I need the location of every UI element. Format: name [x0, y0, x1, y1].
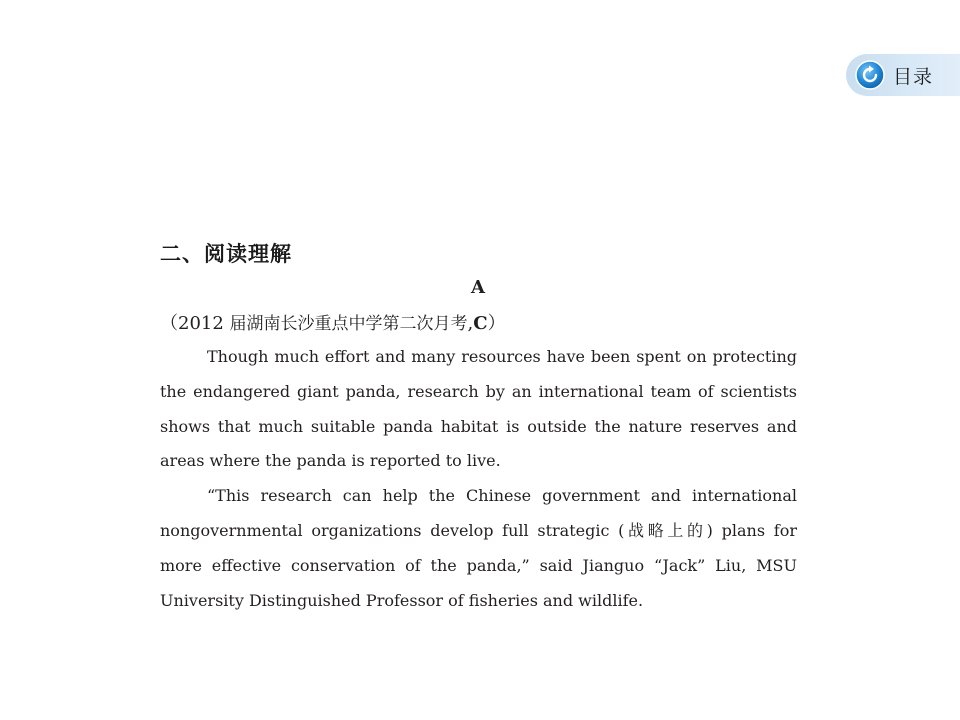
passage-label: A: [471, 277, 485, 298]
refresh-icon: [855, 60, 885, 90]
source-separator: ,: [467, 313, 474, 334]
paragraph-1: Though much effort and many resources have been spent on protecting the endangered giant panda, research by an international team of scientists shows that much suitable panda habitat is outside the nature reserves and areas where the panda is reported to live.: [160, 347, 797, 471]
source-text: 届湖南长沙重点中学第二次月考: [229, 314, 468, 334]
passage-body: [160, 340, 797, 618]
paragraph-2: “This research can help the Chinese government and international nongovernmental organizations develop full strategic (战略上的) plans for more effective conservation of the panda,” said Jianguo “Jack” Liu, MSU University Distinguished Professor of fisheries and wildlife.: [160, 486, 797, 610]
toc-label: 目录: [893, 65, 934, 88]
source-close: ）: [487, 313, 506, 334]
answer-key: C: [473, 313, 488, 334]
source-line: [160, 309, 506, 335]
source-open: （2012: [160, 313, 230, 334]
toc-button[interactable]: [846, 54, 960, 96]
section-heading: 二、阅读理解: [160, 242, 292, 266]
